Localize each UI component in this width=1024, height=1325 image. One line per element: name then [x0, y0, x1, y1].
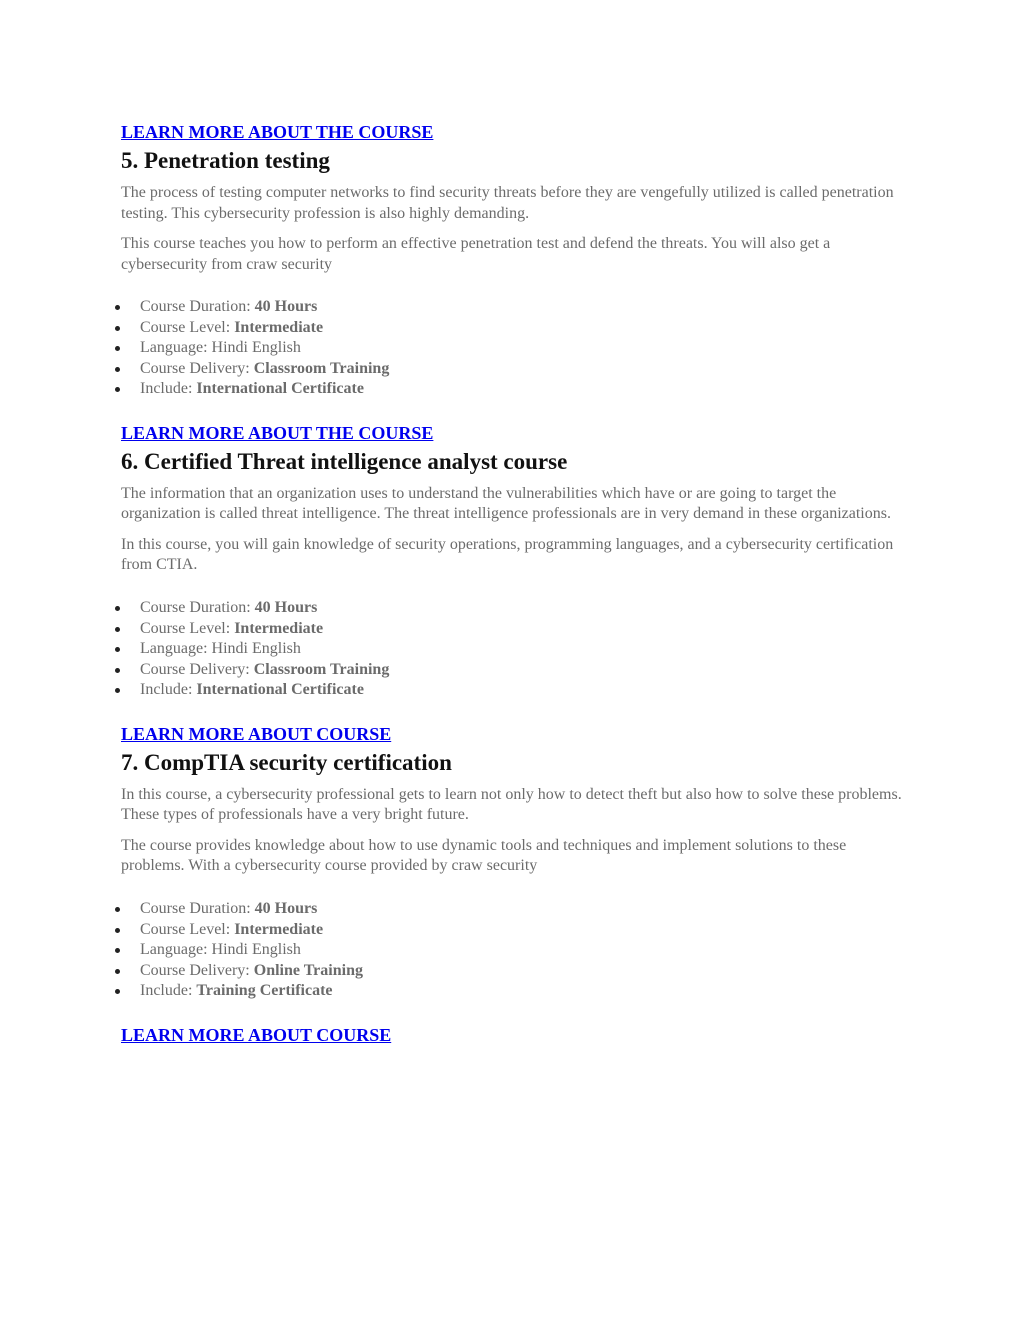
course-section-threat-intelligence: [121, 448, 911, 745]
learn-more-link[interactable]: LEARN MORE ABOUT COURSE: [121, 723, 392, 744]
detail-include: Include: International Certificate: [121, 680, 911, 701]
detail-level: Course Level: Intermediate: [121, 318, 911, 339]
section-paragraph: The course provides knowledge about how to use dynamic tools and techniques and implement solutions to these problems. With a cybersecurity course provided by craw security: [121, 836, 847, 875]
detail-language: Language: Hindi English: [121, 639, 911, 660]
detail-language: Language: Hindi English: [121, 940, 911, 961]
detail-delivery: Course Delivery: Online Training: [121, 961, 911, 982]
section-paragraph: In this course, a cybersecurity professional gets to learn not only how to detect theft but also how to solve these problems. These types of professionals have a very bright future.: [121, 785, 902, 824]
course-section-penetration-testing: [121, 147, 911, 444]
section-heading: 5. Penetration testing: [121, 148, 330, 173]
section-paragraph: In this course, you will gain knowledge of security operations, programming languages, and a cybersecurity certification from CTIA.: [121, 535, 894, 574]
detail-level: Course Level: Intermediate: [121, 920, 911, 941]
detail-duration: Course Duration: 40 Hours: [121, 297, 911, 318]
detail-duration: Course Duration: 40 Hours: [121, 598, 911, 619]
course-section-comptia: [121, 749, 911, 1046]
detail-language: Language: Hindi English: [121, 338, 911, 359]
learn-more-link[interactable]: LEARN MORE ABOUT COURSE: [121, 1024, 392, 1045]
section-heading: 7. CompTIA security certification: [121, 749, 452, 775]
course-details-list: [121, 598, 911, 701]
section-paragraph: The information that an organization uses to understand the vulnerabilities which have or are going to target the organization is called threat intelligence. The threat intelligence professionals are in very demand in these organizations.: [121, 484, 891, 523]
section-paragraph: The process of testing computer networks to find security threats before they are vengefully utilized is called penetration testing. This cybersecurity profession is also highly demanding.: [121, 184, 894, 222]
learn-more-link[interactable]: LEARN MORE ABOUT THE COURSE: [121, 422, 434, 443]
learn-more-link[interactable]: LEARN MORE ABOUT THE COURSE: [121, 122, 434, 142]
detail-level: Course Level: Intermediate: [121, 619, 911, 640]
section-paragraph: This course teaches you how to perform an effective penetration test and defend the threats. You will also get a cybersecurity from craw security: [121, 235, 831, 273]
course-details-list: [121, 899, 911, 1002]
section-heading: 6. Certified Threat intelligence analyst course: [121, 448, 568, 474]
detail-delivery: Course Delivery: Classroom Training: [121, 660, 911, 681]
detail-duration: Course Duration: 40 Hours: [121, 899, 911, 920]
course-details-list: [121, 297, 911, 400]
detail-include: Include: Training Certificate: [121, 981, 911, 1002]
detail-include: Include: International Certificate: [121, 379, 911, 400]
document-page: [121, 121, 911, 1046]
detail-delivery: Course Delivery: Classroom Training: [121, 359, 911, 380]
